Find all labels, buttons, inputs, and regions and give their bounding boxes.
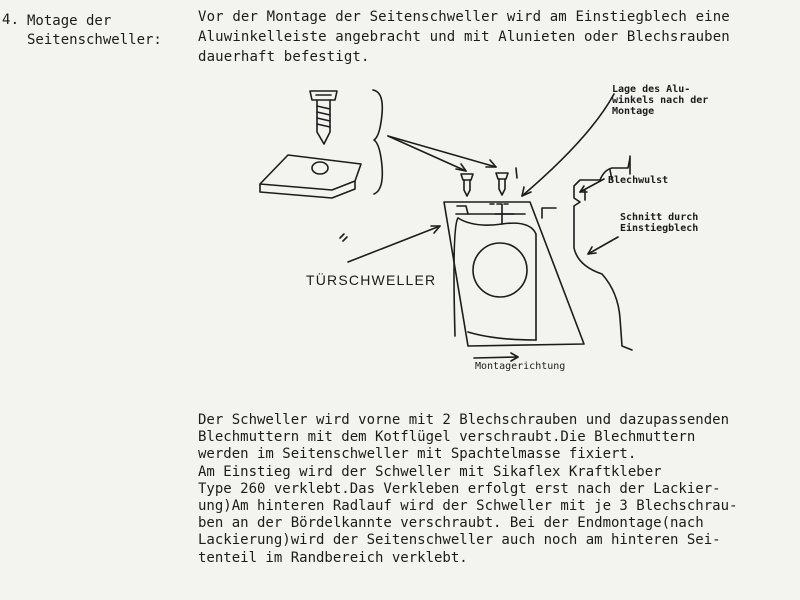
intro-paragraph <box>198 7 798 67</box>
body-line: Lackierung)wird der Seitenschweller auch noch am hinteren Sei- <box>198 532 721 549</box>
label-section <box>620 212 698 234</box>
bead-arrow <box>580 179 604 192</box>
label-line: winkels nach der <box>612 95 709 106</box>
section-title <box>27 12 162 50</box>
intro-line: dauerhaft befestigt. <box>198 49 370 65</box>
section-title-line: Seitenschweller: <box>27 32 162 48</box>
large-screw-icon <box>310 91 337 144</box>
label-bead: Blechwulst <box>608 175 669 186</box>
label-line: Einstiegblech <box>620 223 699 234</box>
small-screw-icon <box>496 173 508 195</box>
body-line: ben an der Bördelkannte verschraubt. Bei der Endmontage(nach <box>198 515 704 532</box>
door-sill-arrow <box>340 226 440 262</box>
label-line: Lage des Alu- <box>612 84 691 95</box>
body-line: werden im Seitenschweller mit Spachtelmasse fixiert. <box>198 446 637 463</box>
body-line: Blechmuttern mit dem Kotflügel verschraubt.Die Blechmuttern <box>198 429 696 446</box>
label-door-sill: TÜRSCHWELLER <box>306 272 437 288</box>
section-number: 4. <box>2 12 20 28</box>
intro-line: Vor der Montage der Seitenschweller wird am Einstiegblech eine <box>198 9 730 25</box>
arrow-to-screws <box>388 136 496 171</box>
assembly-direction-arrow <box>474 353 518 361</box>
body-line: Der Schweller wird vorne mit 2 Blechschrauben und dazupassenden <box>198 412 730 428</box>
section-title-line: Motage der <box>27 13 112 29</box>
sheet-nut-icon <box>260 155 361 198</box>
body-line: Am Einstieg wird der Schweller mit Sikaflex Kraftkleber <box>198 463 662 480</box>
brace <box>373 90 382 194</box>
intro-line: Aluwinkelleiste angebracht und mit Alunieten oder Blechsrauben <box>198 29 730 45</box>
sill-part-drawing <box>444 202 584 346</box>
label-line: Schnitt durch <box>620 212 699 223</box>
body-line: ung)Am hinteren Radlauf wird der Schweller mit je 3 Blechschrau- <box>198 498 738 515</box>
label-line: Montage <box>612 106 655 117</box>
label-angle-position <box>612 84 708 117</box>
label-assembly-direction: Montagerichtung <box>475 361 566 372</box>
body-line: tenteil im Randbereich verklebt. <box>198 549 468 566</box>
section-arrow <box>588 237 618 254</box>
small-screw-icon <box>461 174 473 196</box>
body-line: Type 260 verklebt.Das Verkleben erfolgt erst nach der Lackier- <box>198 480 721 497</box>
body-paragraph <box>198 412 798 567</box>
mounting-diagram <box>240 78 800 388</box>
